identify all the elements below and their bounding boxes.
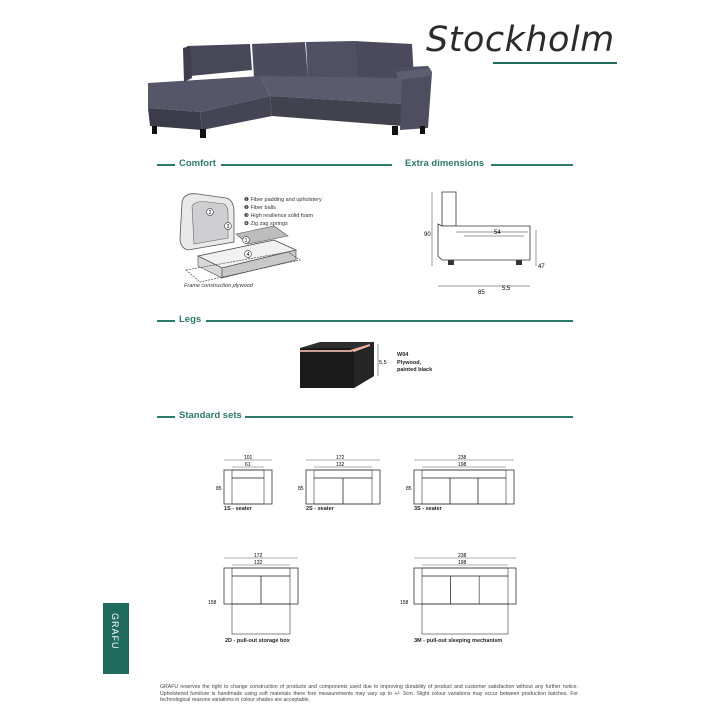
set-3s-diagram	[404, 454, 516, 510]
set-3m-outer: 238	[458, 553, 467, 559]
side-profile-diagram	[420, 186, 560, 300]
leg-sample-image	[296, 340, 391, 398]
set-2d-diagram	[206, 552, 302, 638]
page-title: Stockholm	[426, 20, 615, 60]
comfort-heading: Comfort	[176, 158, 219, 169]
comfort-marker-4: 4	[246, 252, 250, 259]
footer-disclaimer: GRAFU reserves the right to change construction of products and components used due to improving durability of product and customer satisfaction without any further notice. Upholstered furniture is handmade using soft materials there fore measurements may vary up to +/- 3cm. Slight colour variations may occur between production batches. For technological reasons variations in colour shades are acceptable.	[160, 684, 578, 704]
set-2d-depth: 158	[208, 600, 217, 606]
legend-item-3: ❸ High resilience solid foam	[244, 213, 314, 219]
comfort-marker-1: 1	[244, 238, 248, 245]
dim-leg: 5,5	[502, 286, 511, 292]
set-3m-diagram	[398, 552, 520, 638]
set-2s-diagram	[296, 454, 382, 510]
legend-item-4: ❹ Zig zag springs	[244, 221, 288, 227]
set-2d-outer: 172	[254, 553, 263, 559]
set-1s-depth: 85	[216, 486, 222, 492]
sofa-photo	[140, 38, 440, 143]
comfort-legend	[244, 196, 322, 228]
leg-material-line1: Plywood,	[397, 360, 422, 366]
comfort-rule-left	[157, 164, 175, 166]
set-2d-label: 2D - pull-out storage box	[225, 638, 290, 644]
set-2s-outer: 172	[336, 455, 345, 461]
extra-dimensions-rule	[491, 164, 573, 166]
set-1s-label: 1S - seater	[224, 506, 252, 512]
leg-height: 5,5	[379, 360, 387, 366]
set-2s-depth: 85	[298, 486, 304, 492]
comfort-rule-right	[221, 164, 392, 166]
set-3m-inner: 198	[458, 560, 467, 566]
set-3m-label: 3M - pull-out sleeping mechanism	[414, 638, 503, 644]
dim-height: 90	[424, 232, 431, 238]
set-2s-label: 2S - seater	[306, 506, 334, 512]
set-1s-outer: 101	[244, 455, 253, 461]
standard-sets-heading: Standard sets	[176, 410, 245, 421]
dim-seat-height: 47	[538, 264, 545, 270]
set-3s-outer: 238	[458, 455, 467, 461]
title-underline	[493, 62, 617, 64]
legend-item-1: ❶ Fiber padding and upholstery	[244, 197, 322, 203]
set-2s-inner: 132	[336, 462, 345, 468]
dim-seat-depth: 54	[494, 230, 501, 236]
set-3m-depth: 158	[400, 600, 409, 606]
leg-code: W04	[397, 352, 409, 358]
sets-rule-left	[157, 416, 175, 418]
set-2d-inner: 132	[254, 560, 263, 566]
dim-depth: 85	[478, 290, 485, 296]
leg-material-line2: painted black	[397, 367, 433, 373]
legend-item-2: ❷ Fiber balls	[244, 205, 276, 211]
set-3s-label: 3S - seater	[414, 506, 442, 512]
extra-dimensions-heading: Extra dimensions	[402, 158, 487, 169]
legs-heading: Legs	[176, 314, 204, 325]
set-3s-inner: 198	[458, 462, 467, 468]
comfort-caption: Frame construction plywood	[184, 283, 253, 289]
sets-rule-right	[245, 416, 573, 418]
set-3s-depth: 85	[406, 486, 412, 492]
brand-tab	[103, 603, 129, 674]
comfort-marker-2: 2	[208, 210, 212, 217]
set-1s-diagram	[216, 454, 276, 510]
set-1s-inner: 61	[245, 462, 251, 468]
comfort-marker-3: 3	[226, 224, 230, 231]
brand-tab-text: GRAFU	[110, 613, 120, 650]
legs-rule-left	[157, 320, 175, 322]
legs-rule-right	[206, 320, 573, 322]
